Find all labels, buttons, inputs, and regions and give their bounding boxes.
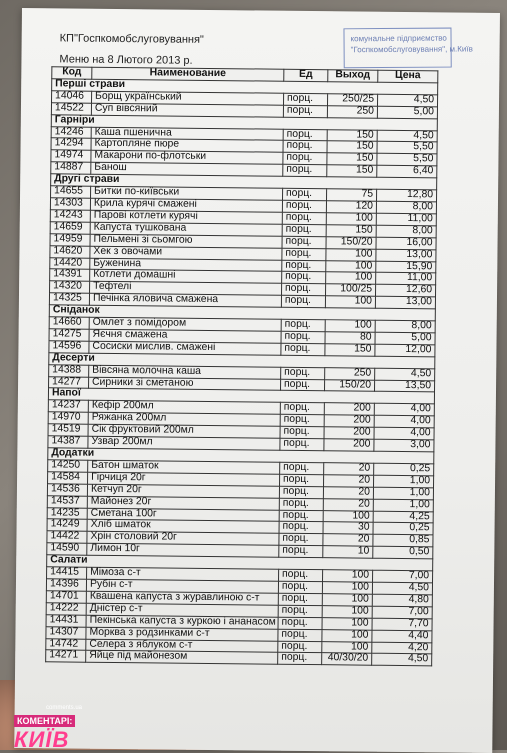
item-price: 7,00 [373, 570, 433, 583]
item-price: 4,00 [374, 415, 434, 428]
item-price: 4,50 [377, 130, 437, 143]
item-unit: порц. [282, 248, 326, 260]
item-code: 14294 [51, 138, 91, 150]
item-portion: 20 [324, 474, 374, 486]
item-unit: порц. [281, 379, 325, 391]
item-portion: 150 [327, 153, 377, 165]
section-title: Салати [47, 555, 433, 571]
item-name: Майонез 20г [87, 496, 279, 510]
item-portion: 30 [323, 522, 373, 534]
item-portion: 150/20 [326, 236, 376, 248]
item-unit: порц. [279, 486, 323, 498]
menu-date: Меню на 8 Лютого 2013 р. [59, 53, 193, 67]
item-name: Кетчуп 20г [87, 484, 279, 498]
item-price: 6,40 [377, 165, 437, 178]
item-unit: порц. [282, 284, 326, 296]
column-header-portion: Выход [328, 70, 378, 82]
item-price: 0,50 [373, 546, 433, 559]
item-name: Каша пшенична [91, 127, 283, 141]
section-title: Другі страви [51, 174, 437, 190]
item-unit: порц. [283, 93, 327, 105]
item-unit: порц. [280, 474, 324, 486]
stamp-line: комунальне підприємство [350, 33, 447, 44]
item-name: Хліб шматок [87, 520, 279, 534]
item-portion: 20 [323, 534, 373, 546]
column-header-unit: Ед [284, 69, 328, 81]
menu-sheet [14, 8, 500, 753]
item-portion: 100 [322, 605, 372, 617]
item-price: 8,00 [376, 225, 436, 238]
item-unit: порц. [283, 188, 327, 200]
item-code: 14620 [50, 245, 90, 257]
item-code: 14391 [50, 269, 90, 281]
item-portion: 20 [324, 463, 374, 475]
item-unit: порц. [282, 200, 326, 212]
item-price: 4,80 [372, 594, 432, 607]
item-portion: 100 [322, 629, 372, 641]
item-code: 14522 [51, 103, 91, 115]
item-price: 0,25 [373, 523, 433, 536]
item-unit: порц. [281, 343, 325, 355]
item-name: Буженина [90, 258, 282, 272]
item-name: Узвар 200мл [88, 436, 280, 450]
item-price: 12,80 [376, 189, 436, 202]
item-name: Морква з родзинками с-т [86, 627, 278, 641]
item-code: 14422 [47, 531, 87, 543]
item-name: Суп вівсяний [91, 103, 283, 117]
item-code: 14655 [51, 186, 91, 198]
item-price: 4,50 [377, 94, 437, 107]
item-name: Банош [91, 162, 283, 176]
column-header-price: Цена [378, 70, 438, 83]
item-unit: порц. [281, 331, 325, 343]
watermark-brand: КОМЕНТАРІ: [14, 715, 75, 727]
item-unit: порц. [280, 426, 324, 438]
item-unit: порц. [282, 272, 326, 284]
item-portion: 100 [323, 510, 373, 522]
watermark-city: КИЇВ [14, 727, 70, 752]
item-price: 8,00 [375, 320, 435, 333]
item-code: 14250 [48, 460, 88, 472]
item-price: 4,00 [374, 404, 434, 417]
item-code: 14243 [50, 210, 90, 222]
item-code: 14974 [51, 150, 91, 162]
item-price: 4,50 [375, 368, 435, 381]
item-unit: порц. [280, 403, 324, 415]
item-unit: порц. [278, 653, 322, 665]
item-price: 4,50 [372, 654, 432, 667]
column-header-code: Код [52, 67, 92, 79]
item-code: 14307 [46, 626, 86, 638]
item-code: 14959 [50, 233, 90, 245]
item-name: Сік фруктовий 200мл [88, 424, 280, 438]
item-portion: 120 [326, 201, 376, 213]
item-price: 5,00 [377, 106, 437, 119]
item-code: 14277 [49, 376, 89, 388]
menu-body [46, 79, 438, 666]
section-title: Напої [48, 388, 434, 404]
item-name: Сосиски мислив. смажені [89, 341, 281, 355]
item-price: 11,00 [376, 273, 436, 286]
item-price: 16,00 [376, 237, 436, 250]
item-price: 4,25 [373, 511, 433, 524]
item-unit: порц. [281, 367, 325, 379]
item-portion: 150 [327, 165, 377, 177]
item-unit: порц. [281, 295, 325, 307]
item-name: Хек з овочами [90, 246, 282, 260]
item-portion: 100 [326, 272, 376, 284]
item-code: 14249 [47, 519, 87, 531]
item-unit: порц. [278, 581, 322, 593]
item-name: Омлет з помідором [89, 317, 281, 331]
section-title: Десерти [49, 353, 435, 369]
item-portion: 100 [325, 296, 375, 308]
item-price: 7,00 [372, 606, 432, 619]
item-price: 1,00 [373, 499, 433, 512]
item-code: 14275 [49, 329, 89, 341]
item-unit: порц. [283, 129, 327, 141]
stamp-line: "Госпкомобслуговування", м.Київ [350, 44, 473, 55]
item-portion: 200 [324, 427, 374, 439]
item-price: 12,00 [375, 344, 435, 357]
item-unit: порц. [282, 212, 326, 224]
item-portion: 100/25 [326, 284, 376, 296]
item-name: Пельмені зі сьомгою [90, 234, 282, 248]
item-price: 4,50 [372, 582, 432, 595]
item-code: 14590 [47, 543, 87, 555]
watermark-logo [14, 705, 84, 752]
item-name: Мімоза с-т [87, 567, 279, 581]
item-unit: порц. [280, 415, 324, 427]
item-portion: 40/30/20 [322, 653, 372, 665]
item-name: Хрін столовий 20г [87, 532, 279, 546]
item-price: 1,00 [373, 487, 433, 500]
item-code: 14387 [48, 436, 88, 448]
item-name: Вівсяна молочна каша [89, 365, 281, 379]
item-name: Квашена капуста з журавлиною с-т [86, 591, 278, 605]
item-unit: порц. [279, 534, 323, 546]
item-code: 14222 [46, 603, 86, 615]
item-name: Парові котлети курячі [90, 210, 282, 224]
item-code: 14246 [51, 126, 91, 138]
section-title: Сніданок [49, 305, 435, 321]
item-portion: 100 [322, 582, 372, 594]
item-portion: 20 [323, 486, 373, 498]
item-unit: порц. [279, 569, 323, 581]
item-price: 4,00 [374, 427, 434, 440]
item-unit: порц. [281, 319, 325, 331]
item-code: 14536 [47, 484, 87, 496]
section-title: Гарніри [51, 114, 437, 130]
item-price: 13,00 [375, 296, 435, 309]
item-name: Сметана 100г [87, 508, 279, 522]
item-portion: 150 [326, 224, 376, 236]
organization-name: КП"Госпкомобслуговування" [59, 32, 204, 46]
item-price: 15,90 [376, 261, 436, 274]
item-code: 14420 [50, 257, 90, 269]
item-portion: 250 [325, 367, 375, 379]
item-code: 14887 [51, 162, 91, 174]
item-portion: 150/20 [325, 379, 375, 391]
item-name: Ряжанка 200мл [88, 412, 280, 426]
item-name: Сирники зі сметаною [89, 377, 281, 391]
item-code: 14320 [50, 281, 90, 293]
item-portion: 200 [324, 403, 374, 415]
item-name: Капуста тушкована [90, 222, 282, 236]
item-code: 14388 [49, 364, 89, 376]
item-name: Дністер с-т [86, 603, 278, 617]
item-price: 11,00 [376, 213, 436, 226]
item-unit: порц. [282, 260, 326, 272]
item-name: Кефір 200мл [88, 401, 280, 415]
item-unit: порц. [282, 224, 326, 236]
item-unit: порц. [283, 105, 327, 117]
item-portion: 200 [324, 415, 374, 427]
item-unit: порц. [283, 153, 327, 165]
item-unit: порц. [279, 498, 323, 510]
item-unit: порц. [280, 462, 324, 474]
item-price: 0,85 [373, 535, 433, 548]
item-portion: 100 [323, 570, 373, 582]
item-unit: порц. [278, 629, 322, 641]
item-code: 14303 [50, 198, 90, 210]
item-code: 14396 [46, 579, 86, 591]
item-unit: порц. [278, 641, 322, 653]
watermark-site: comments.ua [45, 705, 82, 711]
item-price: 1,00 [374, 475, 434, 488]
section-title: Додатки [48, 448, 434, 464]
item-name: Печінка яловича смажена [89, 293, 281, 307]
item-code: 14659 [50, 222, 90, 234]
item-name: Яйце під майонезом [86, 651, 278, 665]
item-unit: порц. [278, 605, 322, 617]
item-price: 13,00 [376, 249, 436, 262]
item-code: 14431 [46, 614, 86, 626]
item-unit: порц. [283, 141, 327, 153]
item-portion: 10 [323, 546, 373, 558]
item-unit: порц. [278, 617, 322, 629]
item-portion: 100 [325, 320, 375, 332]
item-price: 5,00 [375, 332, 435, 345]
item-name: Котлети домашні [90, 270, 282, 284]
item-name: Битки по-київськи [91, 186, 283, 200]
item-unit: порц. [280, 438, 324, 450]
item-name: Селера з яблуком с-т [86, 639, 278, 653]
item-portion: 100 [322, 641, 372, 653]
item-unit: порц. [278, 593, 322, 605]
item-name: Картопляне пюре [91, 139, 283, 153]
item-portion: 100 [326, 260, 376, 272]
item-code: 14970 [48, 412, 88, 424]
item-name: Тефтелі [90, 282, 282, 296]
item-name: Батон шматок [88, 460, 280, 474]
item-code: 14596 [49, 341, 89, 353]
column-header-name: Наименование [92, 67, 284, 81]
item-code: 14237 [48, 400, 88, 412]
item-price: 4,40 [372, 630, 432, 643]
item-portion: 20 [323, 498, 373, 510]
item-unit: порц. [282, 236, 326, 248]
item-price: 0,25 [374, 463, 434, 476]
item-price: 5,50 [377, 142, 437, 155]
item-price: 3,00 [374, 439, 434, 452]
item-portion: 250/25 [327, 94, 377, 106]
item-price: 7,70 [372, 618, 432, 631]
item-code: 14660 [49, 317, 89, 329]
item-portion: 150 [327, 129, 377, 141]
item-name: Борщ український [92, 91, 284, 105]
item-portion: 200 [324, 439, 374, 451]
item-portion: 100 [326, 248, 376, 260]
item-portion: 75 [326, 189, 376, 201]
item-code: 14537 [47, 495, 87, 507]
section-title: Перші страви [52, 79, 438, 95]
item-code: 14742 [46, 638, 86, 650]
item-name: Гірчиця 20г [88, 472, 280, 486]
item-name: Пекінська капуста з куркою і ананасом [86, 615, 278, 629]
item-portion: 250 [327, 105, 377, 117]
item-unit: порц. [279, 522, 323, 534]
item-portion: 100 [326, 213, 376, 225]
item-portion: 100 [322, 594, 372, 606]
item-unit: порц. [283, 164, 327, 176]
item-code: 14415 [47, 567, 87, 579]
item-unit: порц. [279, 545, 323, 557]
item-name: Яєчня смажена [89, 329, 281, 343]
item-code: 14271 [46, 650, 86, 662]
item-name: Макарони по-флотськи [91, 151, 283, 165]
item-code: 14046 [52, 91, 92, 103]
item-price: 5,50 [377, 154, 437, 167]
item-code: 14584 [48, 472, 88, 484]
item-unit: порц. [279, 510, 323, 522]
item-code: 14325 [49, 293, 89, 305]
stamp [343, 28, 473, 69]
item-name: Крила курячі смажені [90, 198, 282, 212]
item-code: 14701 [46, 591, 86, 603]
item-portion: 150 [325, 344, 375, 356]
item-name: Лимон 10г [87, 543, 279, 557]
item-price: 13,50 [375, 380, 435, 393]
item-portion: 80 [325, 332, 375, 344]
item-code: 14519 [48, 424, 88, 436]
item-portion: 100 [322, 617, 372, 629]
item-price: 8,00 [376, 201, 436, 214]
item-price: 4,20 [372, 642, 432, 655]
item-code: 14235 [47, 507, 87, 519]
item-name: Рубін с-т [86, 579, 278, 593]
item-portion: 150 [327, 141, 377, 153]
item-price: 12,60 [375, 285, 435, 298]
menu-table [45, 66, 438, 666]
